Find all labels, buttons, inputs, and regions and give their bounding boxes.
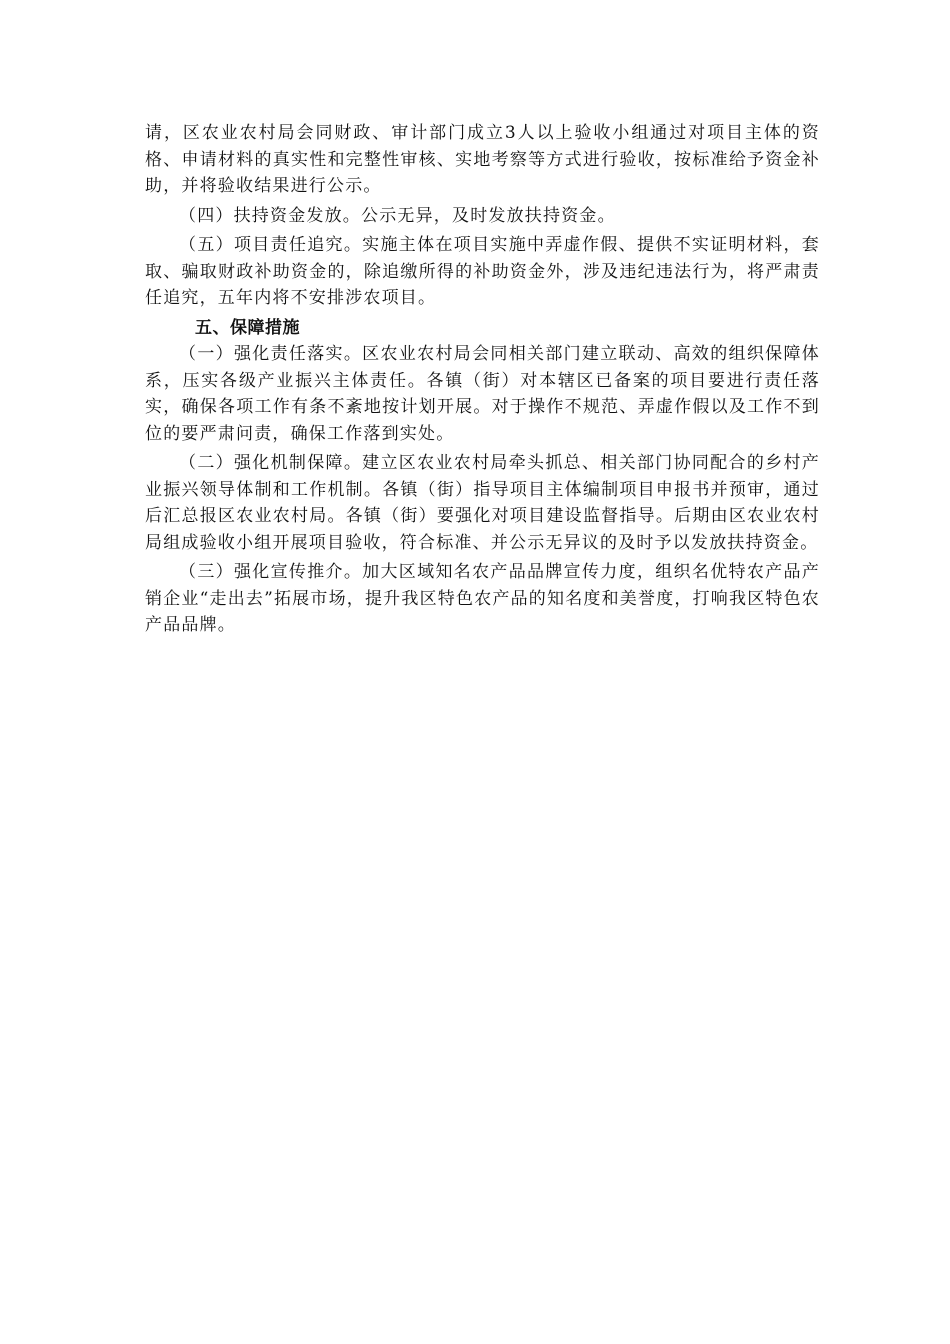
paragraph-promotion: （三）强化宣传推介。加大区域知名农产品品牌宣传力度，组织名优特农产品产销企业“走出去”拓展市场，提升我区特色农产品的知名度和美誉度，打响我区特色农产品品牌。 [145, 562, 820, 635]
document-page [145, 120, 820, 639]
section-heading-safeguards: 五、保障措施 [195, 317, 300, 338]
paragraph-continuation: 请，区农业农村局会同财政、审计部门成立3人以上验收小组通过对项目主体的资格、申请材料的真实性和完整性审核、实地考察等方式进行验收，按标准给予资金补助，并将验收结果进行公示。 [145, 123, 820, 196]
paragraph-accountability: （五）项目责任追究。实施主体在项目实施中弄虚作假、提供不实证明材料，套取、骗取财政补助资金的，除追缴所得的补助资金外，涉及违纪违法行为，将严肃责任追究，五年内将不安排涉农项目。 [145, 235, 820, 308]
paragraph-fund-disbursement: （四）扶持资金发放。公示无异，及时发放扶持资金。 [179, 205, 616, 226]
paragraph-responsibility: （一）强化责任落实。区农业农村局会同相关部门建立联动、高效的组织保障体系，压实各级产业振兴主体责任。各镇（街）对本辖区已备案的项目要进行责任落实，确保各项工作有条不紊地按计划开展。对于操作不规范、弄虚作假以及工作不到位的要严肃问责，确保工作落到实处。 [145, 344, 820, 444]
paragraph-mechanism: （二）强化机制保障。建立区农业农村局牵头抓总、相关部门协同配合的乡村产业振兴领导体制和工作机制。各镇（街）指导项目主体编制项目申报书并预审，通过后汇总报区农业农村局。各镇（街）要强化对项目建设监督指导。后期由区农业农村局组成验收小组开展项目验收，符合标准、并公示无异议的及时予以发放扶持资金。 [145, 453, 820, 553]
